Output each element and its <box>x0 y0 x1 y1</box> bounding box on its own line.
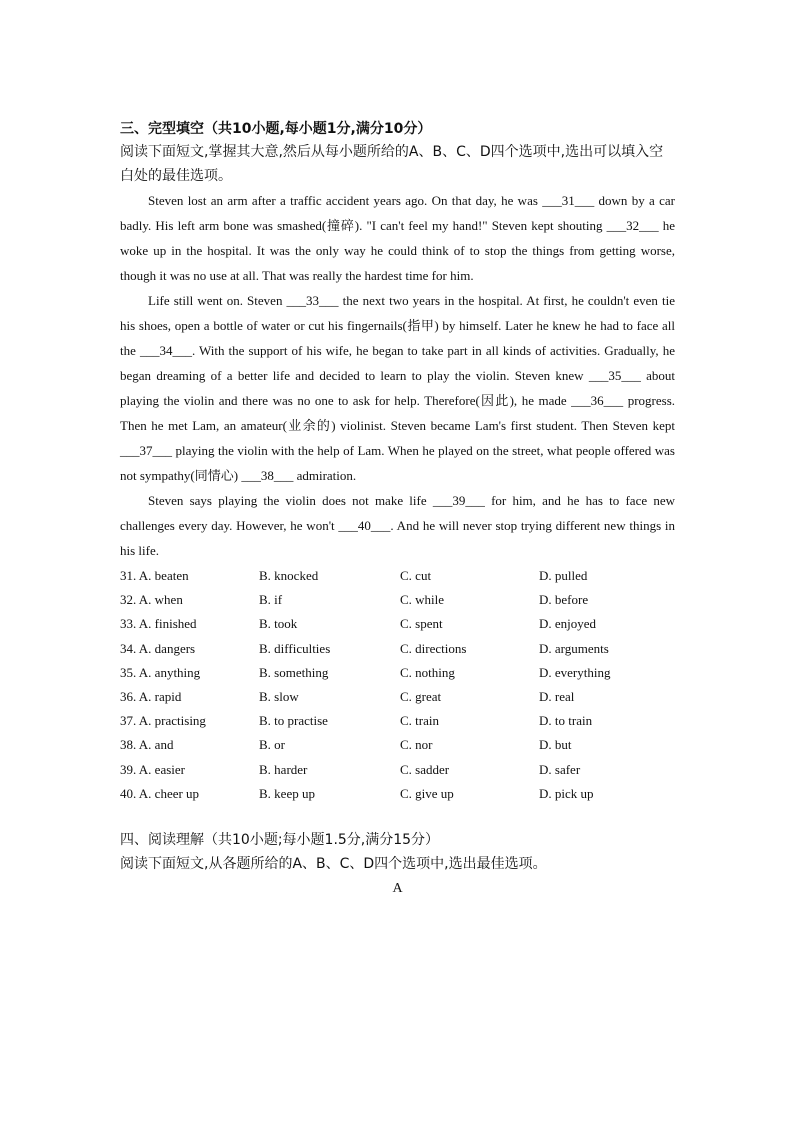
option-c: C. spent <box>400 616 443 632</box>
option-d: D. enjoyed <box>539 616 597 632</box>
option-b: B. or <box>259 737 285 753</box>
option-b: B. knocked <box>259 568 319 583</box>
section4-title: 四、阅读理解（共10小题;每小题1.5分,满分15分） <box>120 832 440 849</box>
option-d: D. before <box>539 592 589 608</box>
option-d: D. real <box>539 689 575 705</box>
option-d: D. pulled <box>539 568 588 583</box>
option-c: C. directions <box>400 640 467 656</box>
option-a: 37. A. practising <box>120 713 206 729</box>
question-36-options <box>120 685 675 709</box>
option-b: B. if <box>259 592 283 608</box>
options-list <box>120 564 675 806</box>
option-b: B. to practise <box>259 713 328 729</box>
option-c: C. sadder <box>400 761 450 777</box>
option-c: C. nor <box>400 737 433 753</box>
question-35-options <box>120 661 675 685</box>
section4 <box>120 828 675 902</box>
option-c: C. great <box>400 689 442 705</box>
question-33-options <box>120 612 675 636</box>
option-c: C. while <box>400 592 445 608</box>
passage-paragraph-1: Steven lost an arm after a traffic accident years ago. On that day, he was ___31___ down by a car badly. His left arm bone was smashed(撞碎). "I can't feel my hand!" Steven kept shouting ___32___ he woke up in the hospital. It was the only way he could think of to stop the things from getting worse, though it was no use at all. That was really the hardest time for him. <box>120 193 675 283</box>
option-c: C. give up <box>400 785 454 801</box>
option-a: 35. A. anything <box>120 664 201 680</box>
option-b: B. took <box>259 616 298 632</box>
option-b: B. harder <box>259 761 308 777</box>
question-34-options <box>120 637 675 661</box>
option-a: 31. A. beaten <box>120 568 189 583</box>
option-c: C. train <box>400 713 439 729</box>
question-31-options <box>120 564 675 588</box>
exam-page <box>120 118 675 902</box>
passage-paragraph-3: Steven says playing the violin does not make life ___39___ for him, and he has to face new challenges every day. However, he won't ___40___. And he will never stop trying different new things in his life. <box>120 493 675 558</box>
option-d: D. everything <box>539 664 611 680</box>
option-c: C. cut <box>400 568 432 583</box>
option-b: B. something <box>259 664 329 680</box>
option-b: B. difficulties <box>259 640 331 656</box>
option-b: B. slow <box>259 689 299 705</box>
option-a: 36. A. rapid <box>120 689 182 705</box>
option-a: 33. A. finished <box>120 616 197 632</box>
part-label: A <box>392 881 403 897</box>
option-a: 39. A. easier <box>120 761 185 777</box>
option-d: D. pick up <box>539 785 594 801</box>
option-a: 40. A. cheer up <box>120 785 200 801</box>
option-b: B. keep up <box>259 785 315 801</box>
question-39-options <box>120 758 675 782</box>
passage-paragraph-2: Life still went on. Steven ___33___ the next two years in the hospital. At first, he couldn't even tie his shoes, open a bottle of water or cut his fingernails(指甲) by himself. Later he knew he had to face all the ___34___. With the support of his wife, he began to take part in all kinds of activities. Gradually, he began dreaming of a better life and decided to learn to play the violin. Steven knew ___35___ about playing the violin and there was no one to ask for help. Therefore(因此), he made ___36___ progress. Then he met Lam, an amateur(业余的) violinist. Steven became Lam's first student. Then Steven kept ___37___ playing the violin with the help of Lam. When he played on the street, what people offered was not sympathy(同情心) ___38___ admiration. <box>120 293 675 483</box>
question-38-options <box>120 733 675 757</box>
option-d: D. but <box>539 737 572 753</box>
option-a: 32. A. when <box>120 592 183 608</box>
option-d: D. to train <box>539 713 593 729</box>
question-37-options <box>120 709 675 733</box>
section3-instructions: 阅读下面短文,掌握其大意,然后从每小题所给的A、B、C、D四个选项中,选出可以填入空白处的最佳选项。 <box>120 144 664 184</box>
question-40-options <box>120 782 675 806</box>
option-a: 38. A. and <box>120 737 174 753</box>
section4-instructions: 阅读下面短文,从各题所给的A、B、C、D四个选项中,选出最佳选项。 <box>120 856 547 873</box>
section3-title: 三、完型填空（共10小题,每小题1分,满分10分） <box>120 121 432 137</box>
cloze-passage <box>120 188 675 563</box>
option-a: 34. A. dangers <box>120 640 196 656</box>
option-d: D. arguments <box>539 640 609 656</box>
option-d: D. safer <box>539 761 581 777</box>
question-32-options <box>120 588 675 612</box>
option-c: C. nothing <box>400 664 455 680</box>
